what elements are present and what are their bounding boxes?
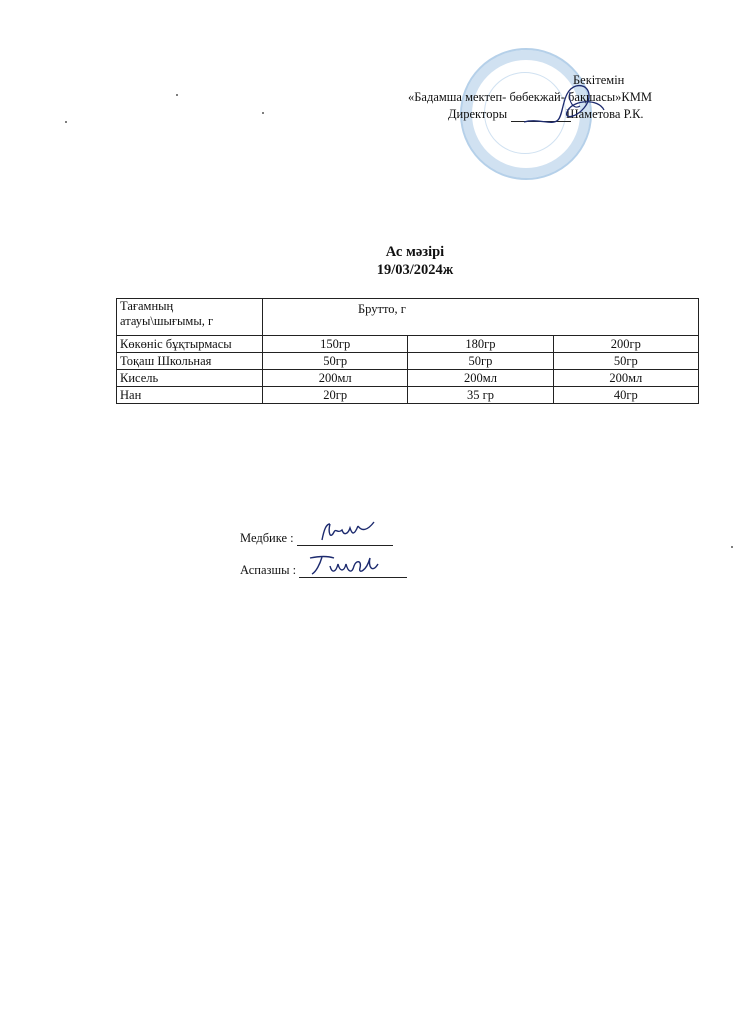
table-row	[117, 353, 699, 370]
scan-speck	[176, 94, 178, 96]
scan-speck	[262, 112, 264, 114]
organization-name: «Бадамша мектеп- бөбекжай- бақшасы»КММ	[408, 90, 652, 104]
menu-table	[116, 298, 699, 404]
dish-name: Тоқаш Школьная	[117, 353, 263, 370]
scan-speck	[731, 546, 733, 548]
cook-label: Аспазшы :	[240, 563, 297, 577]
portion-3: 40гр	[553, 387, 698, 404]
table-row	[117, 370, 699, 387]
header-gross-weight: Брутто, г	[263, 299, 699, 336]
table-row	[117, 387, 699, 404]
portion-1: 20гр	[263, 387, 408, 404]
portion-3: 200мл	[553, 370, 698, 387]
portion-1: 150гр	[263, 336, 408, 353]
portion-1: 50гр	[263, 353, 408, 370]
portion-2: 35 гр	[408, 387, 553, 404]
director-signature	[518, 80, 610, 130]
nurse-signature	[318, 520, 380, 546]
portion-3: 200гр	[553, 336, 698, 353]
approve-label: Бекітемін	[573, 73, 625, 87]
portion-3: 50гр	[553, 353, 698, 370]
director-name: Шаметова Р.К.	[566, 107, 644, 121]
nurse-label: Медбике :	[240, 531, 294, 545]
dish-name: Көкөніс бұқтырмасы	[117, 336, 263, 353]
portion-2: 180гр	[408, 336, 553, 353]
table-header-row	[117, 299, 699, 336]
approval-block	[380, 70, 680, 180]
menu-date: 19/03/2024ж	[376, 262, 454, 278]
table-row	[117, 336, 699, 353]
header-dish-name: Тағамның атауы\шығымы, г	[117, 299, 263, 336]
page-title: Ас мәзірі	[385, 244, 445, 260]
scan-speck	[65, 121, 67, 123]
dish-name: Кисель	[117, 370, 263, 387]
dish-name: Нан	[117, 387, 263, 404]
portion-1: 200мл	[263, 370, 408, 387]
portion-2: 200мл	[408, 370, 553, 387]
director-position: Директоры	[448, 107, 508, 121]
portion-2: 50гр	[408, 353, 553, 370]
cook-signature	[306, 552, 386, 578]
